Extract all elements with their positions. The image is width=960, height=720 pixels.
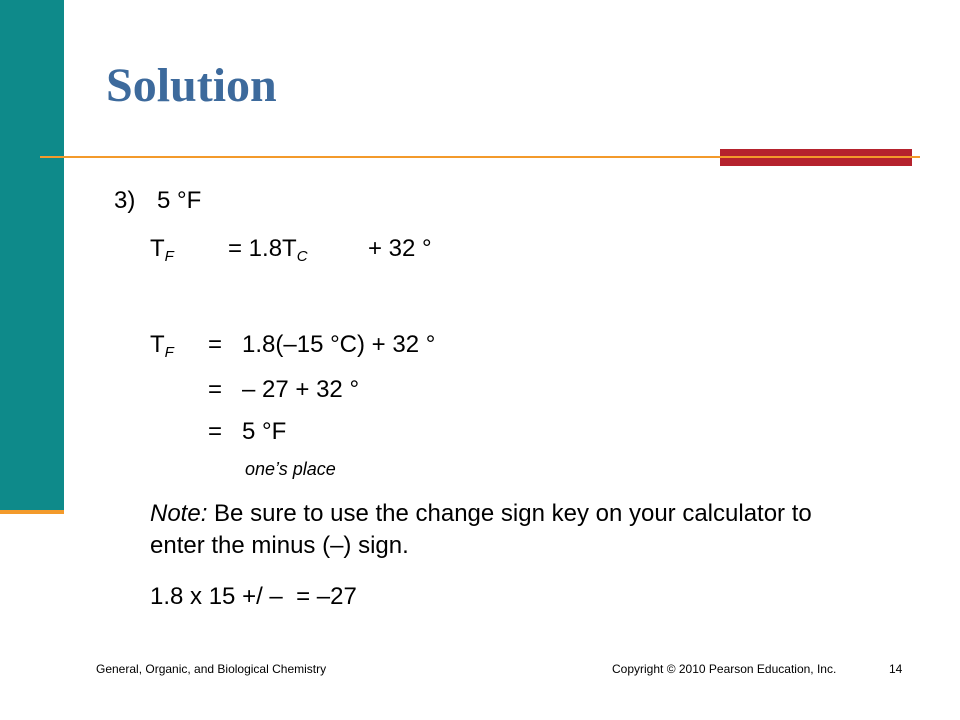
equation-lhs: T (150, 235, 165, 262)
footer-copyright: Copyright © 2010 Pearson Education, Inc. (612, 662, 837, 676)
step2-line: = – 27 + 32 ° (208, 376, 360, 403)
equation-line (150, 235, 174, 265)
equation-rhs-line (228, 235, 308, 265)
equation-rhs-subscript: C (296, 248, 308, 265)
left-bar-underline (0, 510, 64, 514)
note-paragraph (150, 498, 840, 563)
step1-lhs-line (150, 331, 174, 361)
step3-line: = 5 °F (208, 418, 287, 445)
equation-rhs-b: + 32 ° (368, 235, 432, 262)
calculator-line: 1.8 x 15 +/ – = –27 (150, 583, 357, 610)
footer-book-title: General, Organic, and Biological Chemistry (96, 662, 327, 676)
ones-place-label: one’s place (245, 459, 336, 479)
answer-text: 5 °F (157, 187, 202, 214)
left-accent-bar (0, 0, 64, 512)
note-text: Be sure to use the change sign key on your calculator to enter the minus (–) sign. (150, 500, 812, 560)
slide-title: Solution (106, 59, 277, 112)
step1-lhs-subscript: F (164, 344, 174, 361)
divider-accent-line (720, 156, 912, 158)
note-label: Note: (150, 500, 208, 527)
step1-lhs: T (150, 331, 165, 358)
problem-label: 3) (114, 187, 136, 214)
equation-lhs-subscript: F (164, 248, 174, 265)
footer-page-number: 14 (889, 662, 903, 676)
equation-rhs-a: = 1.8T (228, 235, 297, 262)
step1-rhs: = 1.8(–15 °C) + 32 ° (208, 331, 436, 358)
